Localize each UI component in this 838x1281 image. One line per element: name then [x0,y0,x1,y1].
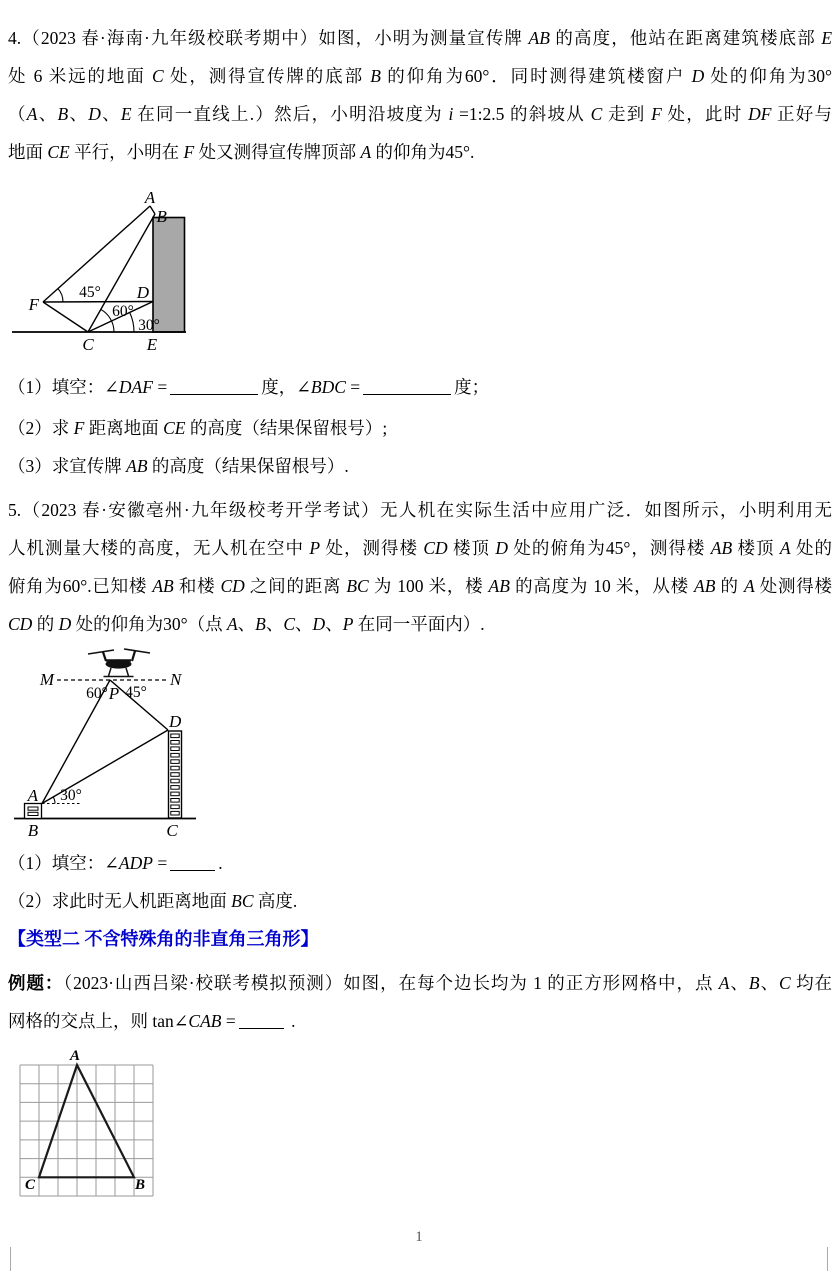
answer-blank [239,1013,284,1029]
problem4-line-2: 处 6 米远的地面 C 处，测得宣传牌的底部 B 的仰角为60°．同时测得建筑楼窗户 D 处的仰角为30° [8,66,833,86]
vertex-label-M: M [39,670,54,689]
problem4-line-3: （A、B、D、E 在同一直线上.）然后，小明沿坡度为 i =1:2.5 的斜坡从 C 走到 F 处，此时 DF 正好与 [8,104,833,124]
page-number: 1 [415,1229,423,1245]
answer-blank [170,379,258,395]
figure-problem5-diagram [0,645,240,850]
vertex-label-D: D [136,283,149,302]
text-boundary-mark-left [10,1247,11,1271]
problem5-question-2: （2）求此时无人机距离地面 BC 高度. [8,891,298,911]
answer-blank [363,379,451,395]
vertex-label-B: B [27,821,39,840]
vertex-label-D: D [169,712,182,731]
problem4-question-3: （3）求宣传牌 AB 的高度（结果保留根号）. [8,456,349,476]
vertex-label-A: A [27,786,38,805]
answer-blank [170,855,215,871]
sightline-segments [43,206,155,332]
example-label: 例题： [8,973,64,993]
angle-label-45: 45° [79,284,101,301]
small-building-shape [25,804,42,819]
drone-icon [88,649,150,677]
text-boundary-mark-right [827,1247,828,1271]
angle-label-60: 60° [86,685,108,702]
example-line-2 [8,1010,832,1033]
angle-label-60: 60° [112,303,134,320]
problem4-line-1: 4.（2023 春·海南·九年级校联考期中）如图，小明为测量宣传牌 AB 的高度，他站在距离建筑楼底部 E [8,28,833,48]
vertex-label-C: C [166,821,178,840]
problem5-line-2: 人机测量大楼的高度，无人机在空中 P 处，测得楼 CD 楼顶 D 处的俯角为45°，测得楼 AB 楼顶 A 处的 [8,538,832,558]
vertex-label-B: B [134,1177,146,1193]
vertex-label-C: C [24,1177,36,1193]
q1-text-mid: 度，∠BDC = [261,377,361,397]
example-text-suffix: . [286,1011,296,1031]
angle-label-30: 30° [138,317,160,334]
building-shape [153,218,185,333]
vertex-label-B: B [156,207,167,226]
q1-text-suffix: 度； [454,377,490,397]
q1-text-suffix: . [218,853,223,873]
example-text: （2023·山西吕梁·校联考模拟预测）如图，在每个边长均为 1 的正方形网格中，点 A、B、C 均在 [63,973,833,993]
figure-example-grid-diagram [0,1045,180,1205]
problem5-question-1 [8,852,832,875]
vertex-label-N: N [170,670,182,689]
problem5-line-3: 俯角为60°.已知楼 AB 和楼 CD 之间的距离 BC 为 100 米，楼 AB 的高度为 10 米，从楼 AB 的 A 处测得楼 [8,576,833,596]
vertex-label-A: A [69,1048,81,1064]
example-text-prefix: 网格的交点上，则 tan∠CAB = [8,1011,236,1031]
tall-building-shape [169,731,182,818]
problem5-line-4: CD 的 D 处的仰角为30°（点 A、B、C、D、P 在同一平面内）. [8,614,485,634]
section-heading: 【类型二 不含特殊角的非直角三角形】 [8,929,319,949]
problem4-question-1 [8,376,832,399]
vertex-label-C: C [82,335,94,354]
q1-text-prefix: （1）填空：∠ADP = [8,853,168,873]
problem4-line-4: 地面 CE 平行，小明在 F 处又测得宣传牌顶部 A 的仰角为45°. [8,142,475,162]
angle-label-45: 45° [125,684,147,701]
problem5-line-1: 5.（2023 春·安徽亳州·九年级校考开学考试）无人机在实际生活中应用广泛．如图所示，小明利用无 [8,500,832,520]
vertex-label-F: F [28,295,39,314]
vertex-label-A: A [144,190,156,207]
vertex-label-E: E [146,335,158,354]
angle-arc-at-A [53,797,55,804]
q1-text-prefix: （1）填空：∠DAF = [8,377,168,397]
example-line-1 [8,972,832,995]
figure-problem4-diagram [0,190,240,356]
angle-label-30: 30° [60,787,82,804]
problem4-question-2: （2）求 F 距离地面 CE 的高度（结果保留根号）; [8,418,388,438]
vertex-label-P: P [108,684,120,703]
